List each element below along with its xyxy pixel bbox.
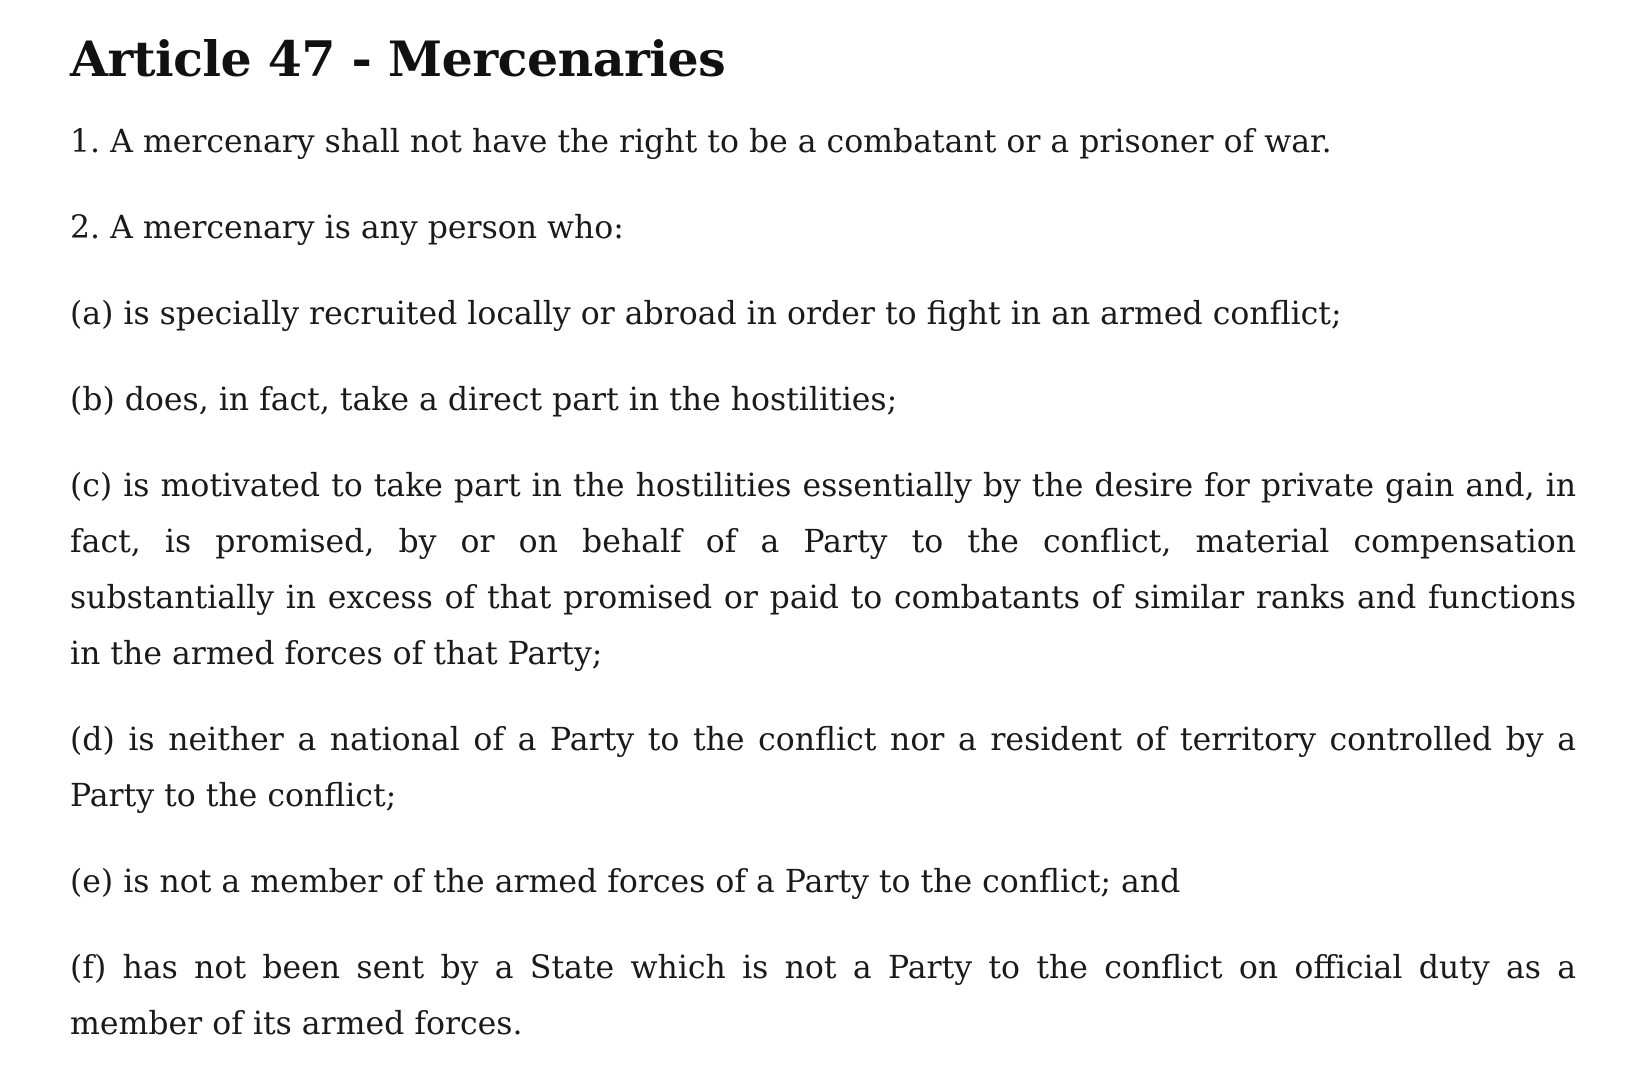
- clause-f: (f) has not been sent by a State which is not a Party to the conflict on official duty as a member of its armed forces.: [70, 950, 1576, 1042]
- paragraph-2: 2. A mercenary is any person who:: [70, 210, 624, 246]
- clause-d: (d) is neither a national of a Party to the conflict nor a resident of territory controlled by a Party to the conflict;: [70, 722, 1576, 814]
- paragraph-1: 1. A mercenary shall not have the right to be a combatant or a prisoner of war.: [70, 124, 1332, 160]
- clause-a: (a) is specially recruited locally or abroad in order to fight in an armed conflict;: [70, 296, 1342, 332]
- article-title: Article 47 - Mercenaries: [70, 30, 726, 88]
- clause-e: (e) is not a member of the armed forces of a Party to the conflict; and: [70, 864, 1181, 900]
- clause-c: (c) is motivated to take part in the hostilities essentially by the desire for private gain and, in fact, is promised, by or on behalf of a Party to the conflict, material compensation substantially in excess of that promised or paid to combatants of similar ranks and functions in the armed forces of that Party;: [70, 468, 1576, 672]
- article-body: [70, 28, 1576, 1082]
- clause-b: (b) does, in fact, take a direct part in the hostilities;: [70, 382, 898, 418]
